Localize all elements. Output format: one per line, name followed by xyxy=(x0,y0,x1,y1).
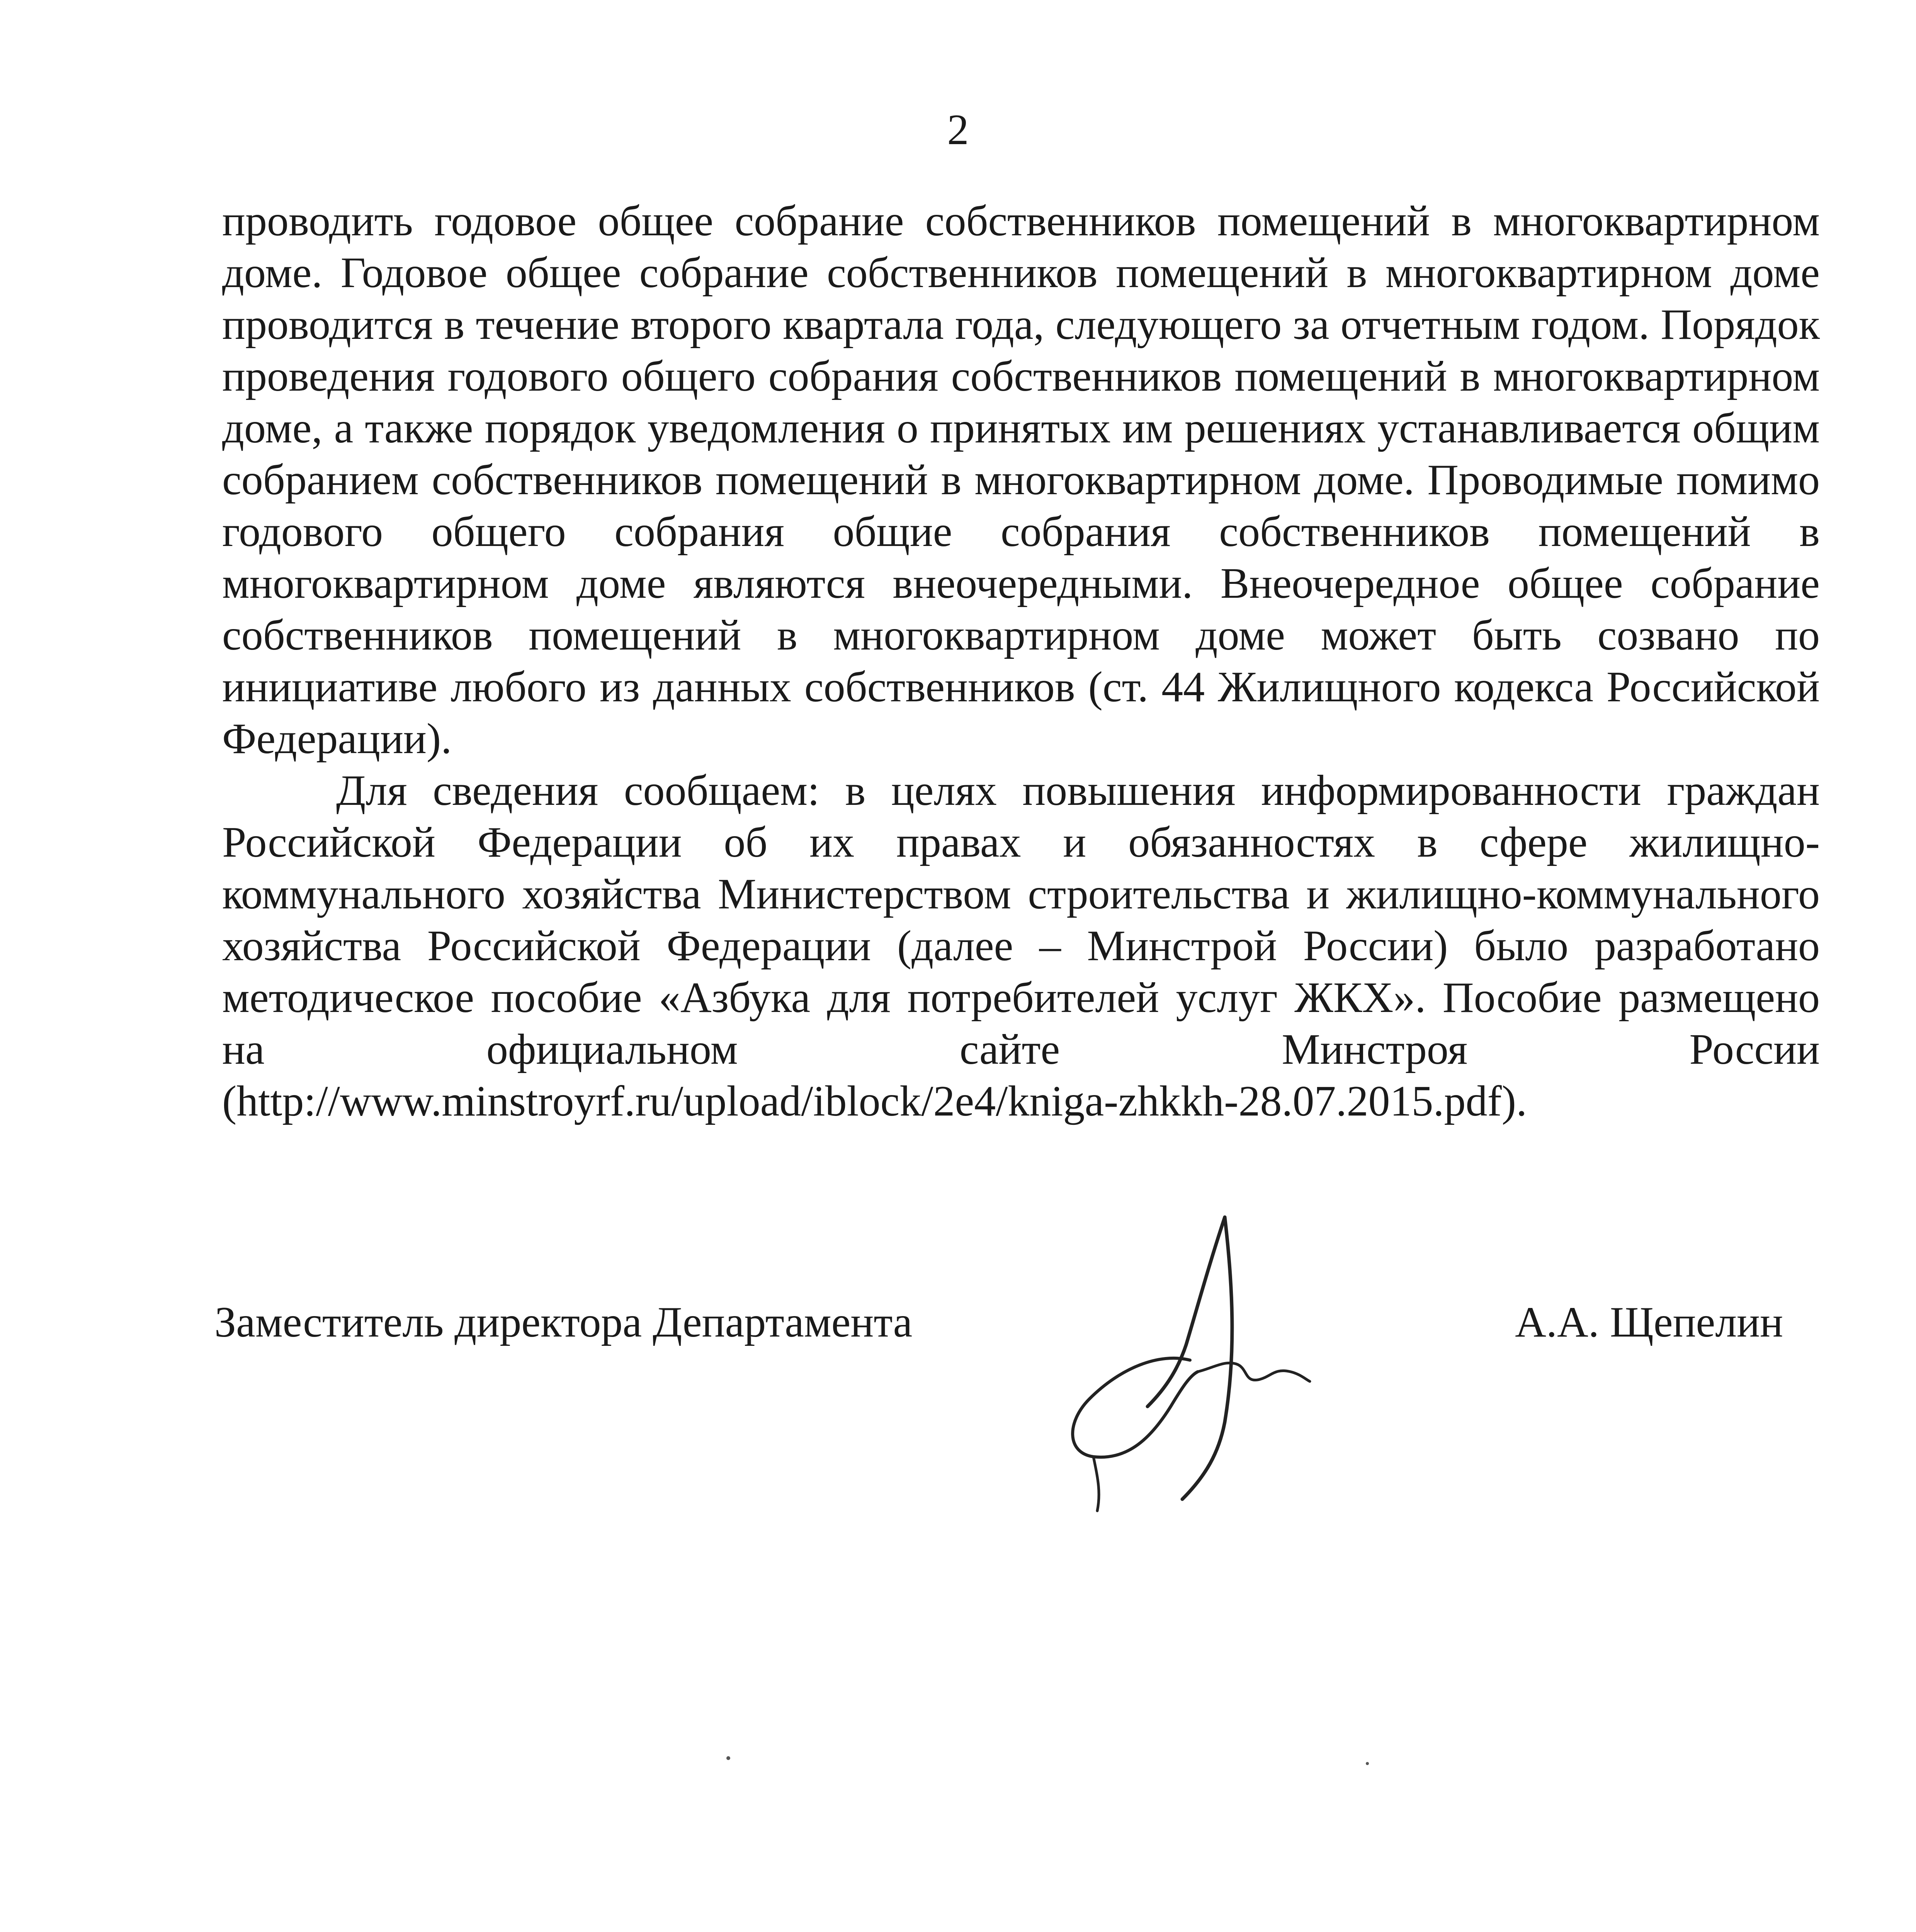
signer-name: А.А. Щепелин xyxy=(1515,1298,1783,1346)
page-number: 2 xyxy=(947,106,969,154)
handwritten-signature-icon xyxy=(1043,1206,1314,1515)
paragraph-information: Для сведения сообщаем: в целях повышения информированности граждан Российской Федерации об их правах и обязанностях в сфере жилищно-коммунального хозяйства Министерством строительства и жилищно-коммунального хозяйства Российской Федерации (далее – Минстрой России) было разработано методическое пособие «Азбука для потребителей услуг ЖКХ». Пособие размещено на официальном сайте Минстроя России (http://www.minstroyrf.ru/upload/iblock/2e4/kniga-zhkkh-28.07.2015.pdf). xyxy=(222,767,1820,1125)
letter-body xyxy=(222,195,1820,1127)
scan-speck xyxy=(1366,1762,1369,1765)
signature-block xyxy=(214,1296,1783,1354)
signer-position: Заместитель директора Департамента xyxy=(214,1298,913,1346)
paragraph-continuation: проводить годовое общее собрание собственников помещений в многоквартирном доме. Годовое общее собрание собственников помещений в многоквартирном доме проводится в течение второго квартала года, следующего за отчетным годом. Порядок проведения годового общего собрания собственников помещений в многоквартирном доме, а также порядок уведомления о принятых им решениях устанавливается общим собранием собственников помещений в многоквартирном доме. Проводимые помимо годового общего собрания общие собрания собственников помещений в многоквартирном доме являются внеочередными. Внеочередное общее собрание собственников помещений в многоквартирном доме может быть созвано по инициативе любого из данных собственников (ст. 44 Жилищного кодекса Российской Федерации). xyxy=(222,197,1820,763)
scan-speck xyxy=(726,1756,730,1760)
